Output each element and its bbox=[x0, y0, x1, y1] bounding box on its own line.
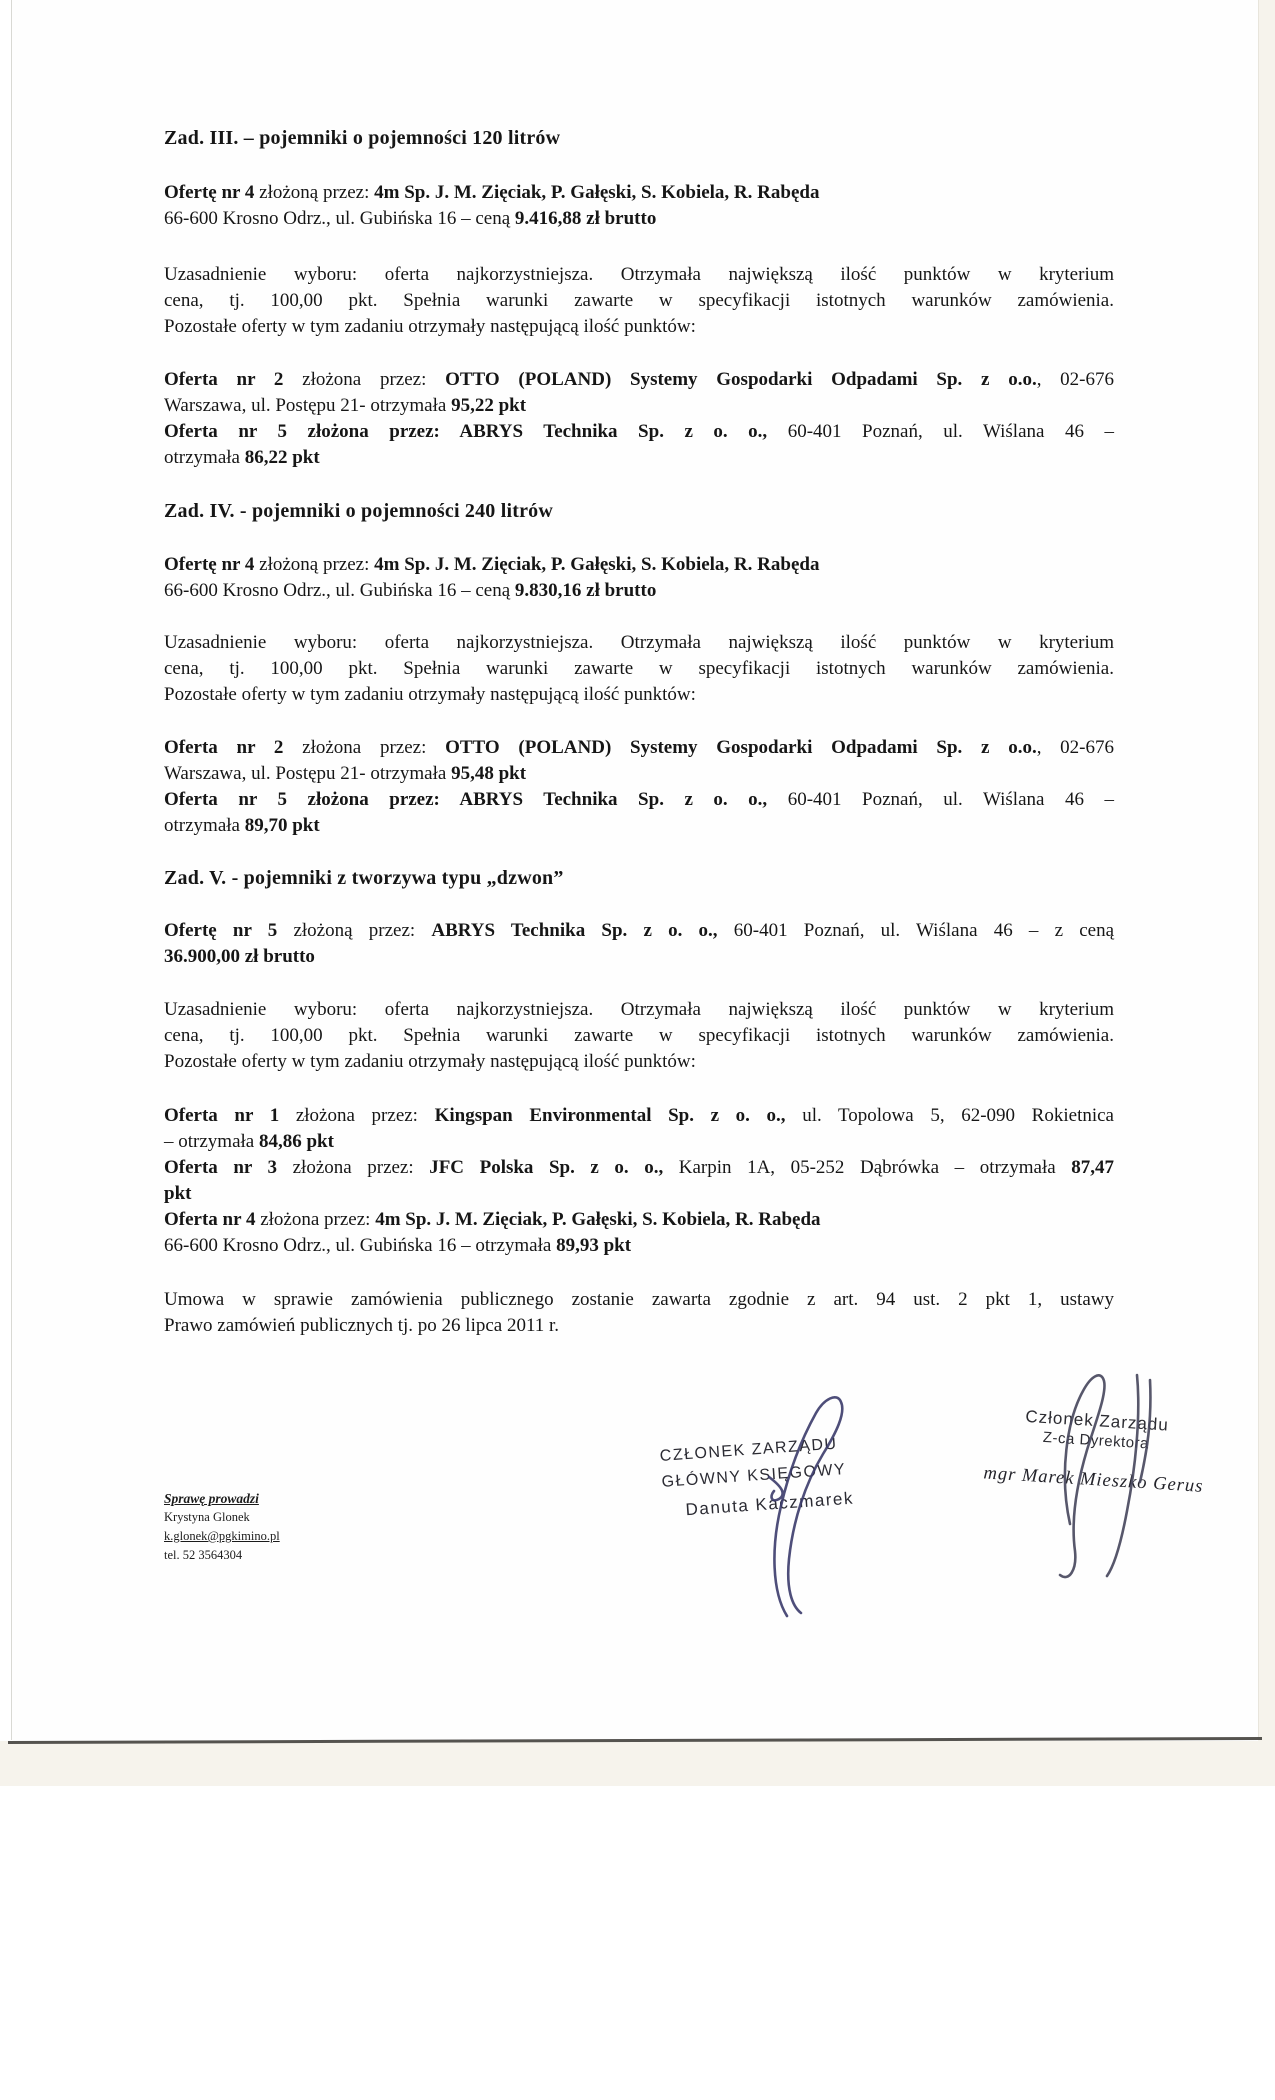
text-segment: Uzasadnienie wyboru: oferta najkorzystniejsza. Otrzymała największą ilość punktów w kryterium bbox=[164, 632, 1114, 653]
text-segment-bold: 36.900,00 zł brutto bbox=[164, 946, 315, 967]
text-segment-bold: Ofertę nr 4 bbox=[164, 182, 255, 203]
text-segment: Uzasadnienie wyboru: oferta najkorzystniejsza. Otrzymała największą ilość punktów w kryterium bbox=[164, 999, 1114, 1020]
text-segment-bold: 4m Sp. J. M. Zięciak, P. Gałęski, S. Kobiela, R. Rabęda bbox=[374, 182, 820, 203]
text-line bbox=[164, 552, 1114, 578]
zad4-justification bbox=[164, 630, 1114, 708]
text-line bbox=[164, 367, 1114, 393]
text-segment-bold: Kingspan Environmental Sp. z o. o., bbox=[434, 1105, 786, 1126]
text-segment-bold: 95,22 pkt bbox=[451, 395, 527, 416]
text-line bbox=[164, 630, 1114, 656]
text-line bbox=[164, 787, 1114, 813]
text-line bbox=[164, 125, 1114, 151]
text-line bbox=[164, 735, 1114, 761]
text-segment: cena, tj. 100,00 pkt. Spełnia warunki zawarte w specyfikacji istotnych warunków zamówienia. bbox=[164, 658, 1114, 679]
zad3-heading bbox=[164, 125, 1114, 151]
text-segment-bold: 84,86 pkt bbox=[258, 1131, 334, 1152]
text-segment: otrzymała bbox=[164, 815, 245, 836]
text-segment-bold: Oferta nr 2 bbox=[164, 369, 284, 390]
text-line bbox=[164, 656, 1114, 682]
text-segment-bold: Oferta nr 5 złożona przez: ABRYS Technika Sp. z o. o., bbox=[164, 789, 768, 810]
text-segment: złożoną przez: bbox=[254, 182, 375, 203]
text-segment: , 02-676 bbox=[1036, 369, 1115, 390]
text-segment-bold: Ofertę nr 4 bbox=[164, 554, 255, 575]
text-line bbox=[164, 865, 1114, 891]
text-segment: 60-401 Poznań, ul. Wiślana 46 – bbox=[767, 789, 1114, 810]
text-segment: cena, tj. 100,00 pkt. Spełnia warunki zawarte w specyfikacji istotnych warunków zamówienia. bbox=[164, 1025, 1114, 1046]
text-segment: złożona przez: bbox=[255, 1209, 376, 1230]
text-segment-bold: ABRYS Technika Sp. z o. o., bbox=[431, 920, 718, 941]
text-segment: 60-401 Poznań, ul. Wiślana 46 – bbox=[767, 421, 1114, 442]
stamp-title-line: Członek Zarządu bbox=[1024, 1406, 1170, 1435]
stamp-deputy-director bbox=[958, 1402, 1232, 1499]
text-line bbox=[164, 1049, 1114, 1075]
text-segment-bold: Oferta nr 3 bbox=[164, 1157, 278, 1178]
text-segment: ul. Topolowa 5, 62-090 Rokietnica bbox=[785, 1105, 1114, 1126]
contact-block bbox=[164, 1489, 280, 1565]
text-line bbox=[164, 1313, 1114, 1339]
text-segment-bold: Zad. V. - pojemniki z tworzywa typu „dzwon” bbox=[164, 867, 564, 889]
text-segment: Pozostałe oferty w tym zadaniu otrzymały następującą ilość punktów: bbox=[164, 316, 696, 337]
text-segment: 66-600 Krosno Odrz., ul. Gubińska 16 – ceną bbox=[164, 580, 515, 601]
text-line bbox=[164, 1233, 1114, 1259]
text-segment-bold: OTTO (POLAND) Systemy Gospodarki Odpadami Sp. z o.o. bbox=[445, 737, 1037, 758]
text-segment-bold: Oferta nr 5 złożona przez: ABRYS Technika Sp. z o. o., bbox=[164, 421, 768, 442]
text-segment: Pozostałe oferty w tym zadaniu otrzymały następującą ilość punktów: bbox=[164, 684, 696, 705]
text-segment-bold: Oferta nr 2 bbox=[164, 737, 284, 758]
text-segment: złożoną przez: bbox=[277, 920, 432, 941]
text-line bbox=[164, 578, 1114, 604]
zad5-justification bbox=[164, 997, 1114, 1075]
text-line bbox=[164, 761, 1114, 787]
stamp-person-name: mgr Marek Mieszko Gerus bbox=[983, 1463, 1204, 1497]
text-segment: Umowa w sprawie zamówienia publicznego zostanie zawarta zgodnie z art. 94 ust. 2 pkt 1, ustawy bbox=[164, 1289, 1114, 1310]
text-segment: złożona przez: bbox=[279, 1105, 435, 1126]
text-segment: złożoną przez: bbox=[254, 554, 375, 575]
text-line bbox=[164, 1103, 1114, 1129]
stamp-title-line: Z-ca Dyrektora bbox=[1042, 1428, 1150, 1453]
text-segment-bold: 4m Sp. J. M. Zięciak, P. Gałęski, S. Kobiela, R. Rabęda bbox=[375, 1209, 821, 1230]
text-segment-bold: 86,22 pkt bbox=[244, 447, 320, 468]
text-segment-bold: Oferta nr 1 bbox=[164, 1105, 280, 1126]
text-segment: otrzymała bbox=[164, 447, 245, 468]
text-segment-bold: 89,93 pkt bbox=[556, 1235, 632, 1256]
zad3-other-offers bbox=[164, 367, 1114, 471]
zad5-other-offers bbox=[164, 1103, 1114, 1259]
text-segment: Uzasadnienie wyboru: oferta najkorzystniejsza. Otrzymała największą ilość punktów w kryterium bbox=[164, 264, 1114, 285]
text-segment: 66-600 Krosno Odrz., ul. Gubińska 16 – otrzymała bbox=[164, 1235, 557, 1256]
text-segment: Warszawa, ul. Postępu 21- otrzymała bbox=[164, 395, 452, 416]
contact-email: k.glonek@pgkimino.pl bbox=[164, 1529, 280, 1543]
text-line bbox=[164, 944, 1114, 970]
contact-label: Sprawę prowadzi bbox=[164, 1491, 259, 1506]
text-segment-bold: Zad. III. – pojemniki o pojemności 120 litrów bbox=[164, 127, 561, 149]
text-segment-bold: 9.416,88 zł brutto bbox=[514, 208, 657, 229]
text-segment: Warszawa, ul. Postępu 21- otrzymała bbox=[164, 763, 452, 784]
text-segment-bold: 9.830,16 zł brutto bbox=[514, 580, 657, 601]
text-segment: złożona przez: bbox=[283, 369, 446, 390]
text-line bbox=[164, 682, 1114, 708]
scan-background-right bbox=[1258, 0, 1275, 1786]
document-page bbox=[11, 0, 1259, 1740]
text-segment-bold: Ofertę nr 5 bbox=[164, 920, 278, 941]
text-line bbox=[164, 1155, 1114, 1181]
text-line bbox=[164, 393, 1114, 419]
text-line bbox=[164, 314, 1114, 340]
text-line bbox=[164, 206, 1114, 232]
text-segment: 66-600 Krosno Odrz., ul. Gubińska 16 – ceną bbox=[164, 208, 515, 229]
text-segment: cena, tj. 100,00 pkt. Spełnia warunki zawarte w specyfikacji istotnych warunków zamówienia. bbox=[164, 290, 1114, 311]
zad4-winning-offer bbox=[164, 552, 1114, 604]
zad3-justification bbox=[164, 262, 1114, 340]
text-segment: Prawo zamówień publicznych tj. po 26 lipca 2011 r. bbox=[164, 1315, 560, 1336]
zad3-winning-offer bbox=[164, 180, 1114, 232]
contract-closing bbox=[164, 1287, 1114, 1339]
text-segment: 60-401 Poznań, ul. Wiślana 46 – z ceną bbox=[717, 920, 1115, 941]
text-segment-bold: Oferta nr 4 bbox=[164, 1209, 256, 1230]
text-segment-bold: 89,70 pkt bbox=[244, 815, 320, 836]
text-segment-bold: 87,47 bbox=[1071, 1157, 1114, 1178]
text-segment: złożona przez: bbox=[283, 737, 446, 758]
scan-background-bottom bbox=[0, 1741, 1275, 1786]
stamp-title-line: GŁÓWNY KSIĘGOWY bbox=[661, 1461, 847, 1491]
text-segment-bold: 95,48 pkt bbox=[451, 763, 527, 784]
zad5-heading bbox=[164, 865, 1114, 891]
stamp-person-name: Danuta Kaczmarek bbox=[684, 1488, 855, 1520]
text-line bbox=[164, 918, 1114, 944]
text-segment-bold: 4m Sp. J. M. Zięciak, P. Gałęski, S. Kobiela, R. Rabęda bbox=[374, 554, 820, 575]
zad4-heading bbox=[164, 498, 1114, 524]
text-line bbox=[164, 419, 1114, 445]
text-line bbox=[164, 1129, 1114, 1155]
text-segment: Karpin 1A, 05-252 Dąbrówka – otrzymała bbox=[663, 1157, 1072, 1178]
text-segment: , 02-676 bbox=[1036, 737, 1115, 758]
text-segment: Pozostałe oferty w tym zadaniu otrzymały następującą ilość punktów: bbox=[164, 1051, 696, 1072]
text-segment-bold: Zad. IV. - pojemniki o pojemności 240 litrów bbox=[164, 500, 554, 522]
text-line bbox=[164, 180, 1114, 206]
text-line bbox=[164, 1207, 1114, 1233]
text-line bbox=[164, 813, 1114, 839]
text-segment-bold: JFC Polska Sp. z o. o., bbox=[429, 1157, 664, 1178]
text-line bbox=[164, 1287, 1114, 1313]
text-segment: – otrzymała bbox=[164, 1131, 259, 1152]
zad5-winning-offer bbox=[164, 918, 1114, 970]
contact-phone: tel. 52 3564304 bbox=[164, 1548, 243, 1562]
text-segment-bold: pkt bbox=[164, 1183, 192, 1204]
zad4-other-offers bbox=[164, 735, 1114, 839]
stamp-chief-accountant bbox=[659, 1431, 855, 1522]
text-line bbox=[164, 498, 1114, 524]
stamp-title-line: CZŁONEK ZARZĄDU bbox=[659, 1435, 839, 1465]
text-line bbox=[164, 445, 1114, 471]
text-line bbox=[164, 1023, 1114, 1049]
text-line bbox=[164, 1181, 1114, 1207]
text-segment: złożona przez: bbox=[277, 1157, 430, 1178]
text-line bbox=[164, 262, 1114, 288]
text-segment-bold: OTTO (POLAND) Systemy Gospodarki Odpadami Sp. z o.o. bbox=[445, 369, 1037, 390]
text-line bbox=[164, 288, 1114, 314]
text-line bbox=[164, 997, 1114, 1023]
contact-name: Krystyna Glonek bbox=[164, 1510, 250, 1524]
